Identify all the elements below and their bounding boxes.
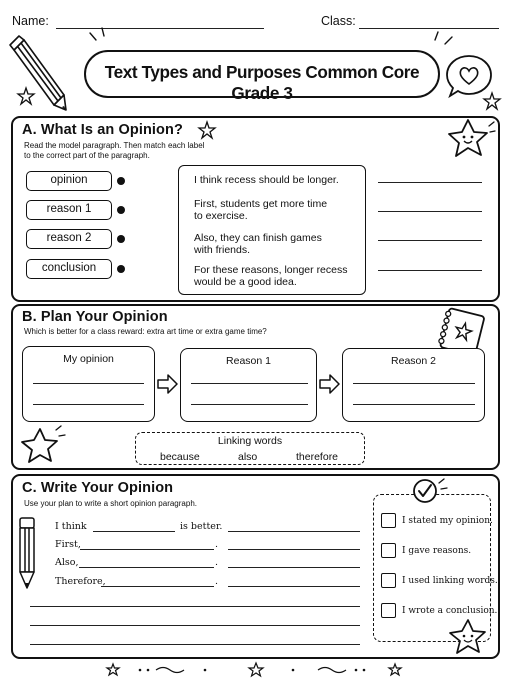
- frame-also: Also,: [55, 557, 79, 568]
- arrow-right-icon: [319, 374, 341, 394]
- paragraph-sentence-reason-2: Also, they can finish games with friends.: [194, 232, 322, 256]
- frame-is-better: is better.: [180, 521, 223, 532]
- answer-line[interactable]: [80, 549, 214, 550]
- match-dot[interactable]: [117, 177, 125, 185]
- answer-line[interactable]: [191, 383, 308, 384]
- star-icon: [483, 92, 501, 110]
- answer-line[interactable]: [191, 404, 308, 405]
- linking-word: because: [160, 451, 200, 463]
- section-c-title: C. Write Your Opinion: [22, 480, 174, 496]
- linking-word: therefore: [296, 451, 339, 463]
- section-a-instructions-2: to the correct part of the paragraph.: [24, 151, 150, 160]
- answer-line[interactable]: [228, 567, 360, 568]
- answer-line[interactable]: [33, 404, 144, 405]
- checkbox[interactable]: [381, 573, 396, 588]
- plan-box-reason-2: [342, 348, 485, 422]
- frame-period: .: [215, 557, 219, 568]
- paragraph-sentence-reason-1: First, students get more time to exercise.: [194, 198, 328, 222]
- answer-line[interactable]: [228, 586, 360, 587]
- answer-line[interactable]: [33, 383, 144, 384]
- section-b-question: Which is better for a class reward: extra art time or extra game time?: [24, 327, 267, 336]
- checkbox[interactable]: [381, 513, 396, 528]
- name-label: Name:: [12, 14, 49, 28]
- answer-line[interactable]: [30, 644, 360, 645]
- linking-word: also: [238, 451, 258, 463]
- linking-words-title: Linking words: [217, 435, 283, 447]
- answer-line[interactable]: [353, 404, 475, 405]
- plan-box-reason-1: [180, 348, 317, 422]
- answer-line[interactable]: [378, 182, 482, 183]
- section-c-instructions: Use your plan to write a short opinion paragraph.: [24, 499, 197, 508]
- paragraph-sentence-conclusion: For these reasons, longer recess would be a good idea.: [194, 264, 348, 288]
- frame-period: .: [215, 576, 219, 587]
- plan-box-title: My opinion: [63, 353, 114, 365]
- checkbox[interactable]: [381, 603, 396, 618]
- frame-i-think: I think: [55, 521, 87, 532]
- star-icon: [20, 424, 68, 468]
- answer-line[interactable]: [228, 549, 360, 550]
- answer-line[interactable]: [228, 531, 360, 532]
- frame-therefore: Therefore,: [55, 576, 106, 587]
- footer-decoration: [0, 660, 512, 680]
- answer-line[interactable]: [101, 586, 214, 587]
- paragraph-sentence-opinion: I think recess should be longer.: [194, 174, 339, 186]
- smiling-star-icon: [448, 116, 496, 162]
- label-conclusion: conclusion: [26, 259, 112, 279]
- checklist-item: I stated my opinion.: [402, 516, 493, 526]
- pencil-icon: [12, 514, 44, 594]
- answer-line[interactable]: [30, 606, 360, 607]
- match-dot[interactable]: [117, 265, 125, 273]
- checklist-item: I wrote a conclusion.: [402, 606, 498, 616]
- answer-line[interactable]: [93, 531, 175, 532]
- answer-line[interactable]: [30, 625, 360, 626]
- answer-line[interactable]: [79, 567, 214, 568]
- label-reason-1: reason 1: [26, 200, 112, 220]
- checkmark-icon: [409, 477, 455, 505]
- answer-line[interactable]: [378, 211, 482, 212]
- plan-box-title: Reason 1: [226, 355, 271, 367]
- checklist-item: I used linking words.: [402, 576, 498, 586]
- checkbox[interactable]: [381, 543, 396, 558]
- arrow-right-icon: [157, 374, 179, 394]
- smiling-star-icon: [448, 617, 492, 657]
- star-icon: [198, 121, 216, 139]
- class-label: Class:: [321, 14, 356, 28]
- section-b-title: B. Plan Your Opinion: [22, 309, 168, 325]
- label-reason-2: reason 2: [26, 229, 112, 249]
- section-a-instructions-1: Read the model paragraph. Then match each label: [24, 141, 205, 150]
- section-a-title: A. What Is an Opinion?: [22, 122, 183, 138]
- answer-line[interactable]: [378, 270, 482, 271]
- answer-line[interactable]: [353, 383, 475, 384]
- plan-box-my-opinion: [22, 346, 155, 422]
- checklist-item: I gave reasons.: [402, 546, 472, 556]
- answer-line[interactable]: [378, 240, 482, 241]
- match-dot[interactable]: [117, 235, 125, 243]
- match-dot[interactable]: [117, 206, 125, 214]
- frame-period: .: [215, 539, 219, 550]
- label-opinion: opinion: [26, 171, 112, 191]
- plan-box-title: Reason 2: [391, 355, 436, 367]
- page-title: Text Types and Purposes Common Core Grade 3: [104, 62, 420, 103]
- frame-first: First,: [55, 539, 81, 550]
